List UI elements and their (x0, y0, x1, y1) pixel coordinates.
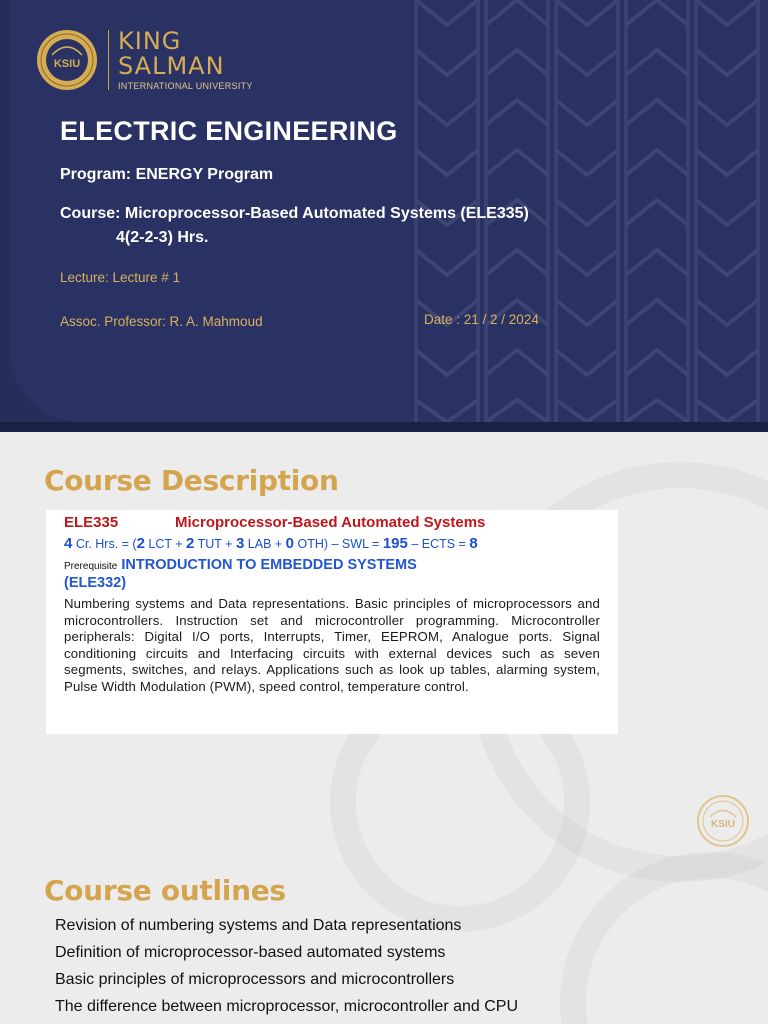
department-title: ELECTRIC ENGINEERING (60, 116, 398, 146)
course-code: ELE335 (64, 514, 119, 531)
course-description-box (46, 510, 618, 734)
course-description-slide (0, 432, 768, 1024)
prerequisite-row (64, 556, 600, 575)
course-description-heading: Course Description (44, 464, 339, 497)
date-label: Date : 21 / 2 / 2024 (424, 312, 539, 327)
course-description-text: Numbering systems and Data representations. Basic principles of microprocessors and microcontrollers. Instruction set and microcontroller programming. Microcontroller peripherals: Digital I/O ports, Interrupts, Timer, EEPROM, Analogue ports. Signal conditioning circuits and Interfacing circuits with external devices such as seven segments, switches, and relays. Applications such as look up tables, alarming system, Pulse Width Modulation (PWM), speed control, temperature control. (64, 596, 600, 694)
course-code-row (64, 514, 600, 535)
seal-text: KSIU (53, 58, 81, 70)
prerequisite-title: INTRODUCTION TO EMBEDDED SYSTEMS (121, 557, 417, 573)
outline-item: Definition of microprocessor-based automated systems (55, 944, 446, 961)
ects-label: – ECTS = (407, 537, 470, 551)
outline-item: Basic principles of microprocessors and microcontrollers (55, 971, 455, 988)
logo-line-salman: SALMAN (118, 52, 225, 80)
lab-value: 3 (235, 535, 245, 552)
title-bottom-band (0, 422, 768, 432)
outline-item: Revision of numbering systems and Data representations (55, 917, 462, 934)
watermark-arc (560, 852, 768, 1024)
prerequisite-code: (ELE332) (64, 575, 127, 591)
course-title-line: Course: Microprocessor-Based Automated Systems (ELE335) (60, 205, 529, 222)
lecture-label: Lecture: Lecture # 1 (60, 270, 181, 285)
professor-label: Assoc. Professor: R. A. Mahmoud (60, 314, 263, 329)
university-seal-icon (36, 29, 98, 91)
logo-wordmark (118, 29, 253, 91)
logo-divider (108, 30, 109, 90)
outline-item: The difference between microprocessor, microcontroller and CPU (55, 998, 519, 1015)
course-outlines-heading: Course outlines (44, 874, 286, 907)
credit-hours-row (64, 535, 600, 556)
prerequisite-label: Prerequisite (64, 561, 118, 572)
lab-label: LAB + (244, 537, 286, 551)
title-slide (0, 0, 768, 432)
watermark-seal-text: KSIU (711, 819, 735, 830)
ects-value: 8 (469, 535, 478, 552)
university-logo (36, 28, 253, 92)
lct-label: LCT + (144, 537, 187, 551)
tut-value: 2 (186, 535, 195, 552)
logo-line-king: KING (118, 27, 182, 55)
program-line: Program: ENERGY Program (60, 166, 274, 183)
course-name: Microprocessor-Based Automated Systems (175, 514, 486, 531)
credit-label: Cr. Hrs. = ( (72, 537, 137, 551)
swl-value: 195 (382, 535, 408, 552)
course-outlines-list (55, 916, 518, 1024)
lct-value: 2 (136, 535, 145, 552)
oth-value: 0 (285, 535, 295, 552)
credit-value: 4 (64, 535, 73, 552)
course-hours-line: 4(2-2-3) Hrs. (116, 229, 209, 246)
logo-line-subtitle: INTERNATIONAL UNIVERSITY (118, 81, 253, 91)
oth-label: OTH) – SWL = (294, 537, 383, 551)
university-seal-watermark-icon (696, 794, 750, 848)
tut-label: TUT + (194, 537, 236, 551)
